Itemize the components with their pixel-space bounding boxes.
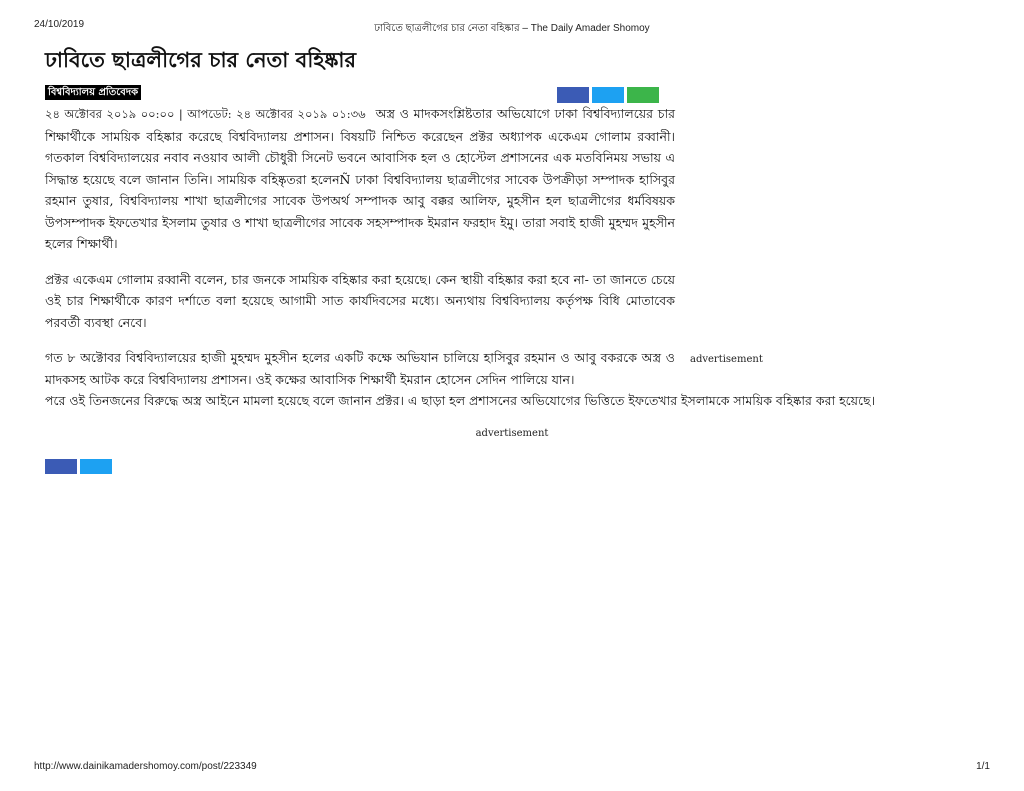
facebook-share-button[interactable] (557, 87, 589, 103)
paragraph-1-text: অস্ত্র ও মাদকসংশ্লিষ্টতার অভিযোগে ঢাকা বিশ্ববিদ্যালয়ের চার শিক্ষার্থীকে সাময়িক বহিষ্কার করেছে বিশ্ববিদ্যালয় প্রশাসন। বিষয়টি নিশ্চিত করেছেন প্রক্টর অধ্যাপক একেএম গোলাম রব্বানী। গতকাল বিশ্ববিদ্যালয়ের নবাব নওয়াব আলী চৌধুরী সিনেট ভবনে আবাসিক হল ও হোস্টেল প্রশাসনের এক মতবিনিময় সভায় এ সিদ্ধান্ত হয়েছে বলে জানান তিনি। সাময়িক বহিষ্কৃতরা হলেনÑ ঢাকা বিশ্ববিদ্যালয় ছাত্রলীগের সাবেক উপক্রীড়া সম্পাদক হাসিবুর রহমান তুষার, বিশ্ববিদ্যালয় শাখা ছাত্রলীগের সাবেক উপঅর্থ সম্পাদক আবু বক্কর আলিফ, মুহসীন হল ছাত্রলীগের ধর্মবিষয়ক উপসম্পাদক ইফতেখার ইসলাম তুষার ও শাখা ছাত্রলীগের সাবেক সহসম্পাদক ইমরান ফরহাদ ইমু। তারা সবাই হাজী মুহম্মদ মুহসীন হলের শিক্ষার্থী। (45, 106, 675, 251)
twitter-share-button-bottom[interactable] (80, 459, 112, 474)
article-headline: ঢাবিতে ছাত্রলীগের চার নেতা বহিষ্কার (45, 48, 357, 72)
more-share-button[interactable] (627, 87, 659, 103)
center-advertisement-label: advertisement (475, 428, 549, 439)
print-url: http://www.dainikamadershomoy.com/post/223349 (34, 761, 257, 772)
print-date: 24/10/2019 (34, 19, 85, 30)
author-badge: বিশ্ববিদ্যালয় প্রতিবেদক (45, 85, 141, 100)
paragraph-3-text: গত ৮ অক্টোবর বিশ্ববিদ্যালয়ের হাজী মুহম্মদ মুহসীন হলের একটি কক্ষে অভিযান চালিয়ে হাসিবুর রহমান ও আবু বকরকে অস্ত্র ও মাদকসহ আটক করে বিশ্ববিদ্যালয় প্রশাসন। ওই কক্ষের আবাসিক শিক্ষার্থী ইমরান হোসেন সেদিন পালিয়ে যান। (45, 350, 675, 387)
paragraph-3-last-line: পরে ওই তিনজনের বিরুদ্ধে অস্ত্র আইনে মামলা হয়েছে বলে জানান প্রক্টর। এ ছাড়া হল প্রশাসনের অভিযোগের ভিত্তিতে ইফতেখার ইসলামকে সাময়িক বহিষ্কার করা হয়েছে। (45, 393, 876, 408)
paragraph-1 (45, 103, 675, 255)
share-buttons-top (557, 87, 659, 103)
article-meta: ২৪ অক্টোবর ২০১৯ ০০:০০ | আপডেট: ২৪ অক্টোবর ২০১৯ ০১:৩৬ (45, 107, 366, 121)
paragraph-2: প্রক্টর একেএম গোলাম রব্বানী বলেন, চার জনকে সাময়িক বহিষ্কার করা হয়েছে। কেন স্থায়ী বহিষ্কার করা হবে না- তা জানতে চেয়ে ওই চার শিক্ষার্থীকে কারণ দর্শাতে বলা হয়েছে আগামী সাত কার্যদিবসের মধ্যে। অন্যথায় বিশ্ববিদ্যালয় কর্তৃপক্ষ বিধি মোতাবেক পরবর্তী ব্যবস্থা নেবে। (45, 271, 675, 330)
twitter-share-button[interactable] (592, 87, 624, 103)
print-page-title: ঢাবিতে ছাত্রলীগের চার নেতা বহিষ্কার – The Daily Amader Shomoy (374, 23, 650, 34)
side-advertisement-label: advertisement (690, 354, 763, 365)
share-buttons-bottom (45, 459, 112, 474)
facebook-share-button-bottom[interactable] (45, 459, 77, 474)
print-page-number: 1/1 (976, 761, 990, 772)
